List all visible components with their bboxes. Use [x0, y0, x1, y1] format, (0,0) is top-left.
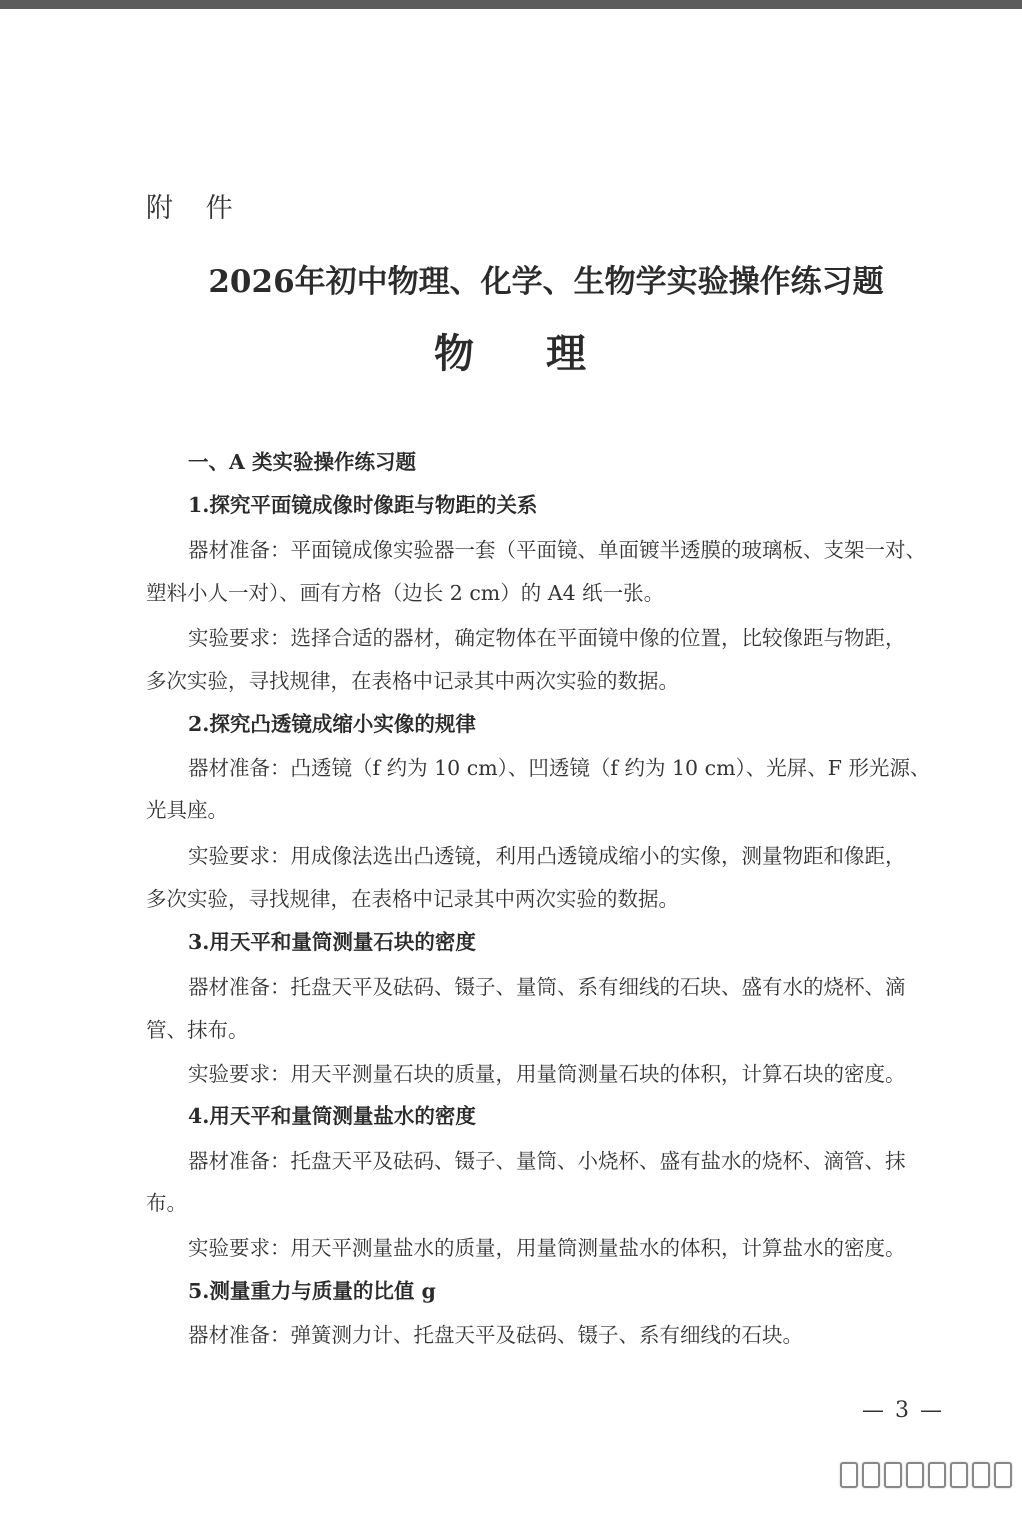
experiment-2-equipment-cont: 光具座。 [146, 798, 228, 822]
experiment-4-title: 4.用天平和量筒测量盐水的密度 [188, 1104, 476, 1128]
experiment-1-equipment: 器材准备：平面镜成像实验器一套（平面镜、单面镀半透膜的玻璃板、支架一对、 [188, 538, 926, 562]
experiment-3-requirement: 实验要求：用天平测量石块的质量，用量筒测量石块的体积，计算石块的密度。 [188, 1062, 906, 1086]
subject-heading: 物理 [434, 330, 658, 377]
watermark-block-icon [840, 1462, 858, 1488]
page-number: — 3 — [862, 1398, 944, 1423]
watermark-block-icon [862, 1462, 880, 1488]
experiment-3-title: 3.用天平和量筒测量石块的密度 [188, 930, 476, 954]
experiment-2-requirement-cont: 多次实验，寻找规律，在表格中记录其中两次实验的数据。 [146, 887, 679, 911]
watermark-block-icon [950, 1462, 968, 1488]
experiment-1-title: 1.探究平面镜成像时像距与物距的关系 [188, 493, 538, 517]
experiment-3-equipment: 器材准备：托盘天平及砝码、镊子、量筒、系有细线的石块、盛有水的烧杯、滴 [188, 975, 906, 999]
watermark-block-icon [994, 1462, 1012, 1488]
experiment-3-equipment-cont: 管、抹布。 [146, 1018, 249, 1042]
experiment-2-equipment: 器材准备：凸透镜（f 约为 10 cm）、凹透镜（f 约为 10 cm）、光屏、F 形光源、 [188, 756, 931, 780]
watermark-block-icon [906, 1462, 924, 1488]
watermark-block-icon [884, 1462, 902, 1488]
section-heading: 一、A 类实验操作练习题 [188, 450, 417, 474]
watermark-block-icon [972, 1462, 990, 1488]
experiment-1-requirement: 实验要求：选择合适的器材，确定物体在平面镜中像的位置，比较像距与物距， [188, 626, 906, 650]
document-title: 2026年初中物理、化学、生物学实验操作练习题 [208, 264, 884, 300]
attachment-label: 附 件 [146, 193, 245, 224]
experiment-5-equipment: 器材准备：弹簧测力计、托盘天平及砝码、镊子、系有细线的石块。 [188, 1323, 803, 1347]
experiment-1-equipment-cont: 塑料小人一对）、画有方格（边长 2 cm）的 A4 纸一张。 [146, 581, 665, 605]
experiment-2-title: 2.探究凸透镜成缩小实像的规律 [188, 712, 476, 736]
experiment-5-title: 5.测量重力与质量的比值 g [188, 1279, 436, 1303]
experiment-1-requirement-cont: 多次实验，寻找规律，在表格中记录其中两次实验的数据。 [146, 669, 679, 693]
watermark-block-icon [928, 1462, 946, 1488]
experiment-2-requirement: 实验要求：用成像法选出凸透镜，利用凸透镜成缩小的实像，测量物距和像距， [188, 844, 906, 868]
experiment-4-equipment-cont: 布。 [146, 1191, 187, 1215]
experiment-4-equipment: 器材准备：托盘天平及砝码、镊子、量筒、小烧杯、盛有盐水的烧杯、滴管、抹 [188, 1149, 906, 1173]
experiment-4-requirement: 实验要求：用天平测量盐水的质量，用量筒测量盐水的体积，计算盐水的密度。 [188, 1236, 906, 1260]
watermark-logo [840, 1462, 1012, 1488]
